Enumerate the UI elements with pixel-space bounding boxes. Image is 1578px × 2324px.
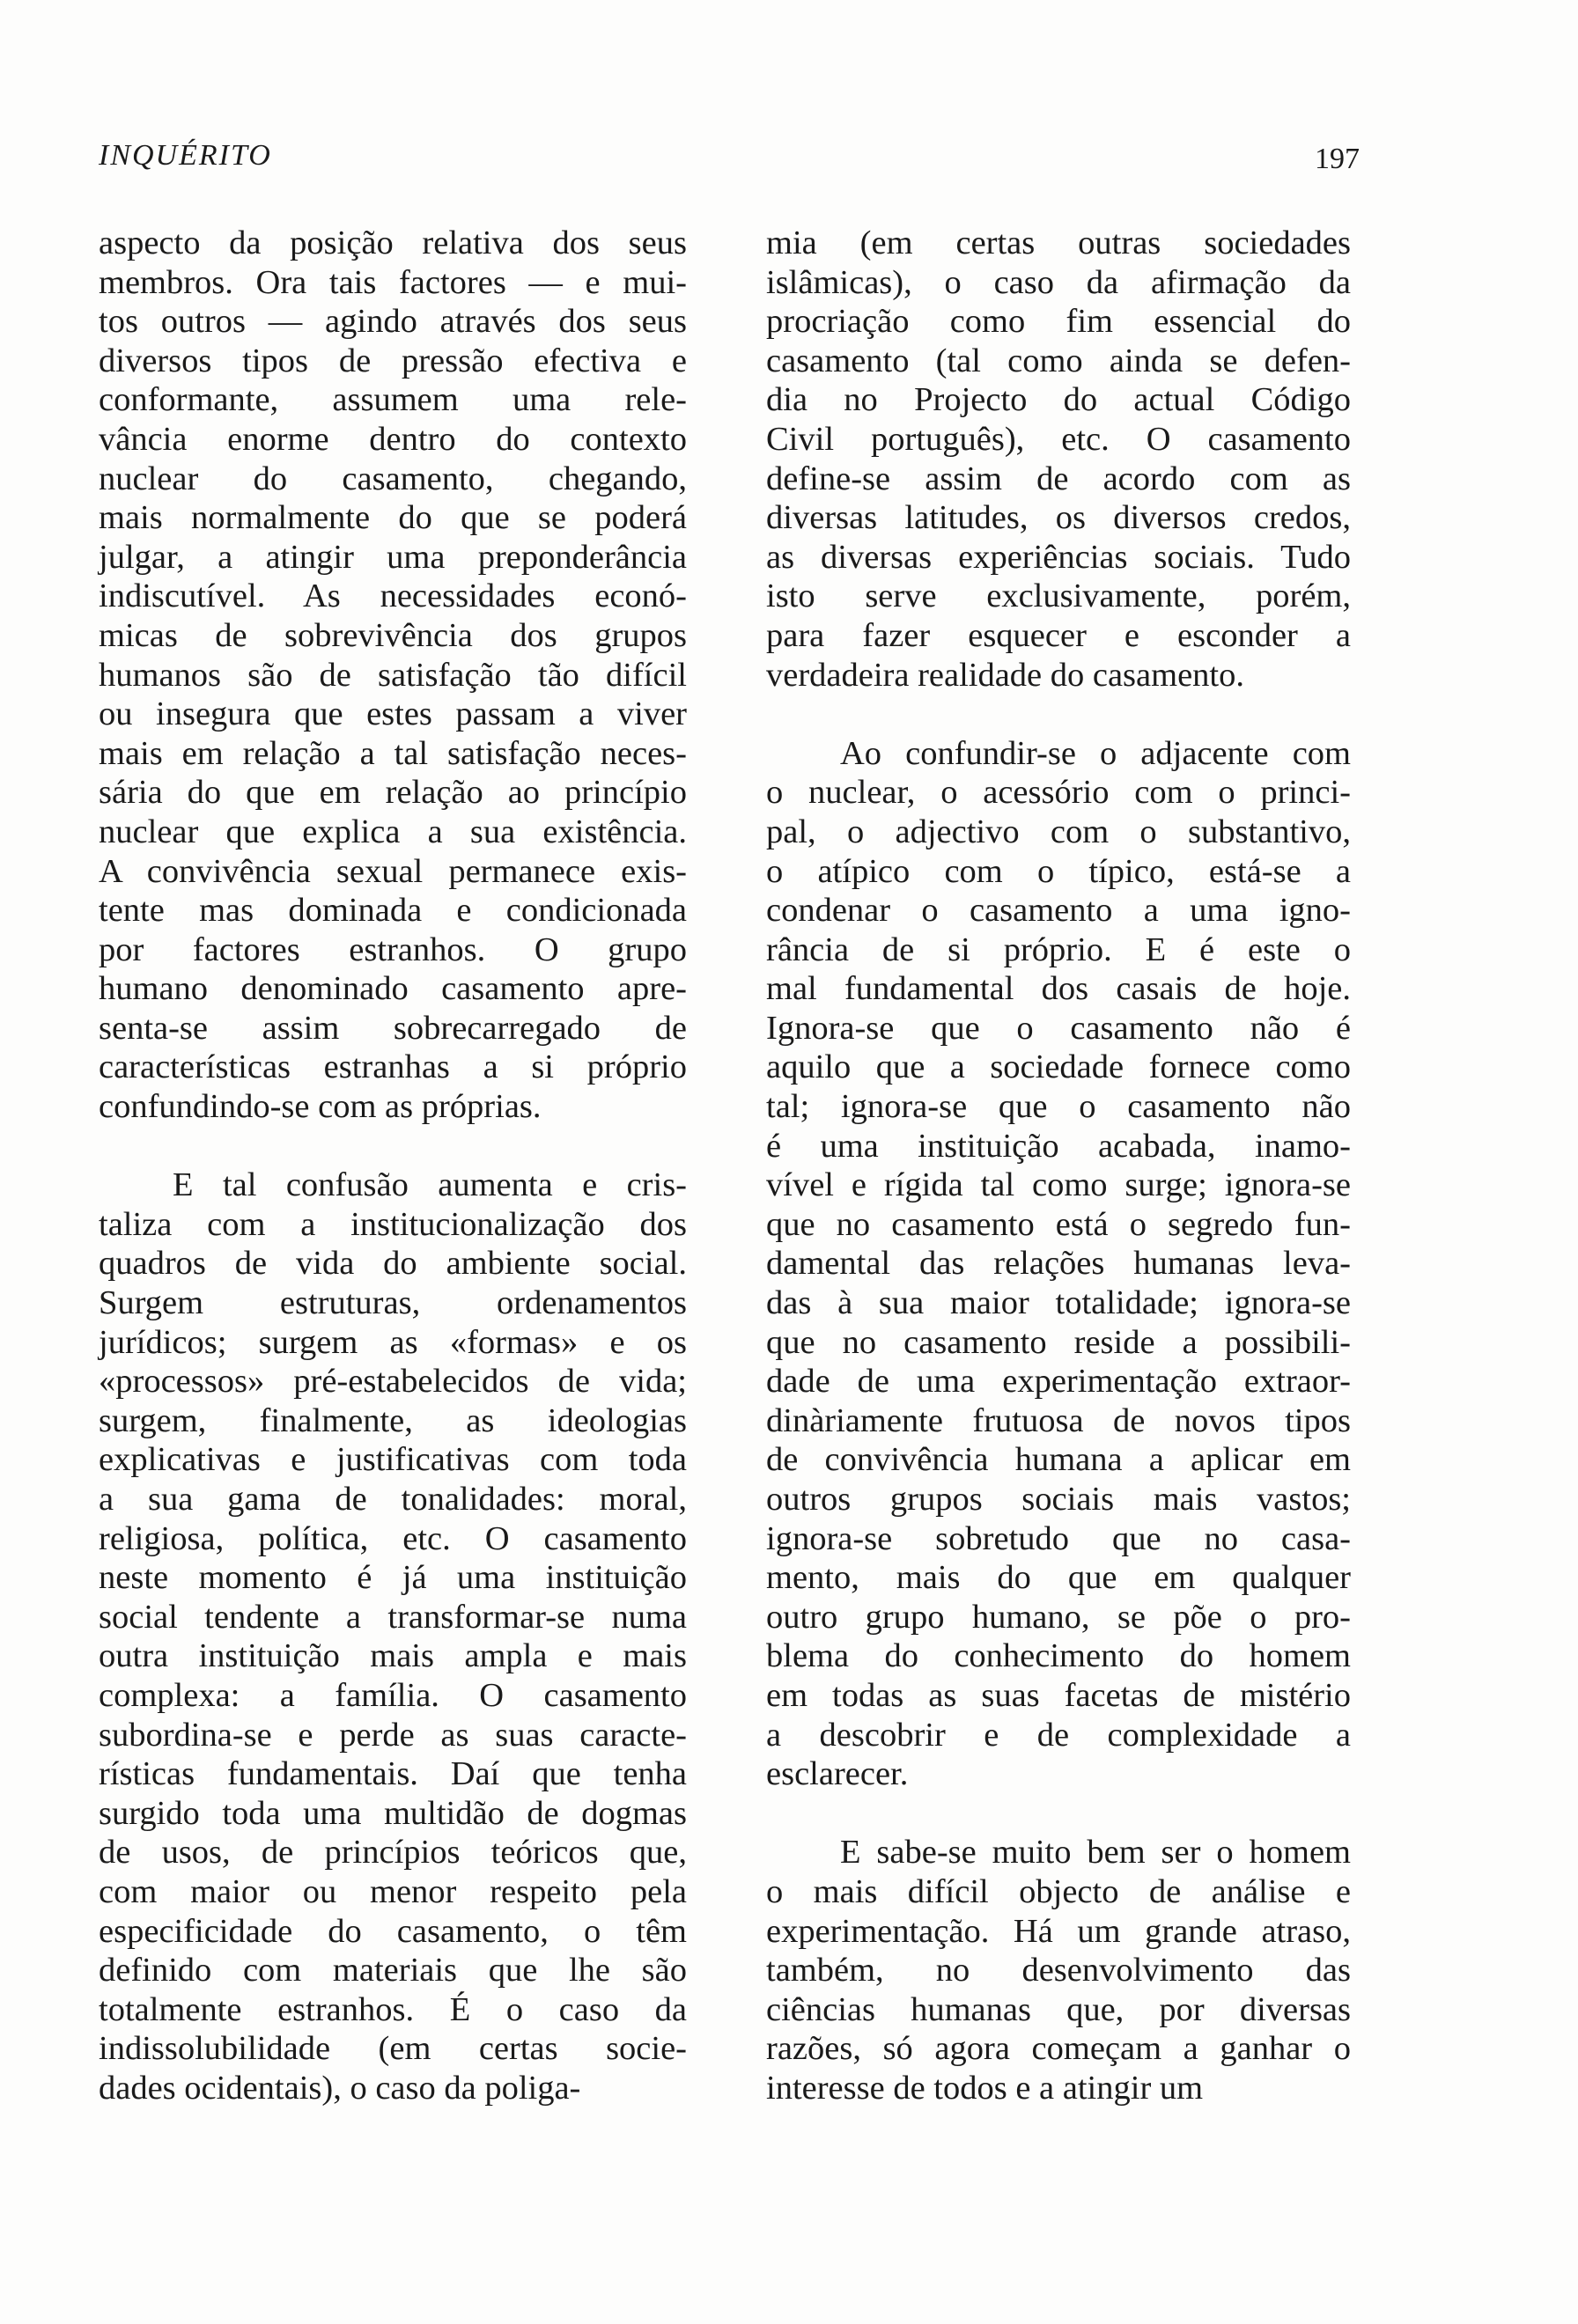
running-header	[99, 139, 1360, 183]
text-line: de convivência humana a aplicar em	[766, 1441, 1351, 1479]
text-line: é uma instituição acabada, inamo-	[766, 1127, 1351, 1165]
text-line: ou insegura que estes passam a viver	[99, 695, 687, 733]
text-line: características estranhas a si próprio	[99, 1048, 687, 1086]
text-line: isto serve exclusivamente, porém,	[766, 577, 1351, 615]
paragraph	[766, 1833, 1351, 2107]
text-line: Ao confundir-se o adjacente com	[840, 734, 1351, 772]
text-line: indiscutível. As necessidades econó-	[99, 577, 687, 615]
text-line: o atípico com o típico, está-se a	[766, 852, 1351, 890]
text-line: razões, só agora começam a ganhar o	[766, 2030, 1351, 2068]
text-line: totalmente estranhos. É o caso da	[99, 1990, 687, 2028]
text-line: E tal confusão aumenta e cris-	[173, 1166, 687, 1204]
text-line: outra instituição mais ampla e mais	[99, 1637, 687, 1675]
left-text-column	[99, 224, 687, 2108]
text-line: micas de sobrevivência dos grupos	[99, 616, 687, 654]
text-line: humano denominado casamento apre-	[99, 970, 687, 1008]
text-line: por factores estranhos. O grupo	[99, 930, 687, 968]
text-line: religiosa, política, etc. O casamento	[99, 1519, 687, 1557]
text-line: nuclear do casamento, chegando,	[99, 460, 687, 497]
text-line: indissolubilidade (em certas socie-	[99, 2030, 687, 2068]
text-line: ciências humanas que, por diversas	[766, 1990, 1351, 2028]
text-line: das à sua maior totalidade; ignora-se	[766, 1284, 1351, 1322]
text-line: as diversas experiências sociais. Tudo	[766, 538, 1351, 576]
text-line: humanos são de satisfação tão difícil	[99, 656, 687, 694]
text-line: definido com materiais que lhe são	[99, 1952, 687, 1989]
text-line: aspecto da posição relativa dos seus	[99, 224, 687, 261]
text-line: A convivência sexual permanece exis-	[99, 852, 687, 890]
text-line: vível e rígida tal como surge; ignora-se	[766, 1166, 1351, 1204]
text-line: casamento (tal como ainda se defen-	[766, 342, 1351, 379]
text-line: neste momento é já uma instituição	[99, 1559, 687, 1597]
text-line: jurídicos; surgem as «formas» e os	[99, 1323, 687, 1361]
text-line: Civil português), etc. O casamento	[766, 420, 1351, 458]
text-line: ignora-se sobretudo que no casa-	[766, 1519, 1351, 1557]
text-line: blema do conhecimento do homem	[766, 1637, 1351, 1675]
text-line: o mais difícil objecto de análise e	[766, 1872, 1351, 1910]
text-line: senta-se assim sobrecarregado de	[99, 1009, 687, 1047]
paragraph	[99, 224, 687, 1127]
text-line: interesse de todos e a atingir um	[766, 2069, 1204, 2107]
text-line: com maior ou menor respeito pela	[99, 1872, 687, 1910]
paragraph	[766, 224, 1351, 695]
text-line: mais normalmente do que se poderá	[99, 499, 687, 537]
text-line: sária do que em relação ao princípio	[99, 774, 687, 812]
text-line: dinàriamente frutuosa de novos tipos	[766, 1401, 1351, 1439]
text-line: diversos tipos de pressão efectiva e	[99, 342, 687, 379]
text-line: rísticas fundamentais. Daí que tenha	[99, 1755, 687, 1793]
text-line: condenar o casamento a uma igno-	[766, 892, 1351, 930]
text-line: procriação como fim essencial do	[766, 303, 1351, 341]
text-line: dade de uma experimentação extraor-	[766, 1363, 1351, 1401]
text-line: de usos, de princípios teóricos que,	[99, 1834, 687, 1872]
text-line: especificidade do casamento, o têm	[99, 1912, 687, 1950]
text-line: que no casamento está o segredo fun-	[766, 1205, 1351, 1243]
text-line: vância enorme dentro do contexto	[99, 420, 687, 458]
text-line: membros. Ora tais factores — e mui-	[99, 263, 687, 301]
text-line: tos outros — agindo através dos seus	[99, 303, 687, 341]
paragraph-gap	[766, 1794, 1351, 1834]
text-line: Surgem estruturas, ordenamentos	[99, 1284, 687, 1322]
text-line: mais em relação a tal satisfação neces-	[99, 734, 687, 772]
text-line: social tendente a transformar-se numa	[99, 1598, 687, 1636]
text-line: E sabe-se muito bem ser o homem	[840, 1834, 1351, 1872]
text-line: outro grupo humano, se põe o pro-	[766, 1598, 1351, 1636]
text-line: quadros de vida do ambiente social.	[99, 1245, 687, 1283]
paragraph	[766, 734, 1351, 1794]
text-line: esclarecer.	[766, 1755, 909, 1793]
text-line: a descobrir e de complexidade a	[766, 1716, 1351, 1754]
text-line: dades ocidentais), o caso da poliga-	[99, 2069, 581, 2107]
text-line: mento, mais do que em qualquer	[766, 1559, 1351, 1597]
text-line: em todas as suas facetas de mistério	[766, 1676, 1351, 1714]
text-line: o nuclear, o acessório com o princi-	[766, 774, 1351, 812]
text-line: mia (em certas outras sociedades	[766, 224, 1351, 261]
text-line: explicativas e justificativas com toda	[99, 1441, 687, 1479]
text-line: conformante, assumem uma rele-	[99, 381, 687, 419]
text-line: damental das relações humanas leva-	[766, 1245, 1351, 1283]
text-line: outros grupos sociais mais vastos;	[766, 1481, 1351, 1518]
text-line: tal; ignora-se que o casamento não	[766, 1088, 1351, 1126]
text-line: julgar, a atingir uma preponderância	[99, 538, 687, 576]
text-line: rância de si próprio. E é este o	[766, 930, 1351, 968]
text-line: «processos» pré-estabelecidos de vida;	[99, 1363, 687, 1401]
text-line: experimentação. Há um grande atraso,	[766, 1912, 1351, 1950]
text-line: complexa: a família. O casamento	[99, 1676, 687, 1714]
text-line: surgido toda uma multidão de dogmas	[99, 1794, 687, 1832]
text-line: taliza com a institucionalização dos	[99, 1205, 687, 1243]
text-line: pal, o adjectivo com o substantivo,	[766, 813, 1351, 850]
text-line: a sua gama de tonalidades: moral,	[99, 1481, 687, 1518]
text-line: subordina-se e perde as suas caracte-	[99, 1716, 687, 1754]
text-line: dia no Projecto do actual Código	[766, 381, 1351, 419]
text-line: que no casamento reside a possibili-	[766, 1323, 1351, 1361]
text-line: também, no desenvolvimento das	[766, 1952, 1351, 1989]
text-line: aquilo que a sociedade fornece como	[766, 1048, 1351, 1086]
paragraph-gap	[766, 695, 1351, 734]
paragraph-gap	[99, 1127, 687, 1166]
text-line: para fazer esquecer e esconder a	[766, 616, 1351, 654]
text-line: mal fundamental dos casais de hoje.	[766, 970, 1351, 1008]
text-line: tente mas dominada e condicionada	[99, 892, 687, 930]
page-number: 197	[1315, 143, 1360, 175]
paragraph	[99, 1166, 687, 2107]
text-line: Ignora-se que o casamento não é	[766, 1009, 1351, 1047]
text-line: nuclear que explica a sua existência.	[99, 813, 687, 850]
running-title: INQUÉRITO	[99, 139, 272, 172]
text-line: islâmicas), o caso da afirmação da	[766, 263, 1351, 301]
text-line: define-se assim de acordo com as	[766, 460, 1351, 497]
text-line: surgem, finalmente, as ideologias	[99, 1401, 687, 1439]
text-line: diversas latitudes, os diversos credos,	[766, 499, 1351, 537]
right-text-column	[766, 224, 1351, 2108]
text-line: confundindo-se com as próprias.	[99, 1088, 542, 1126]
text-line: verdadeira realidade do casamento.	[766, 656, 1244, 694]
